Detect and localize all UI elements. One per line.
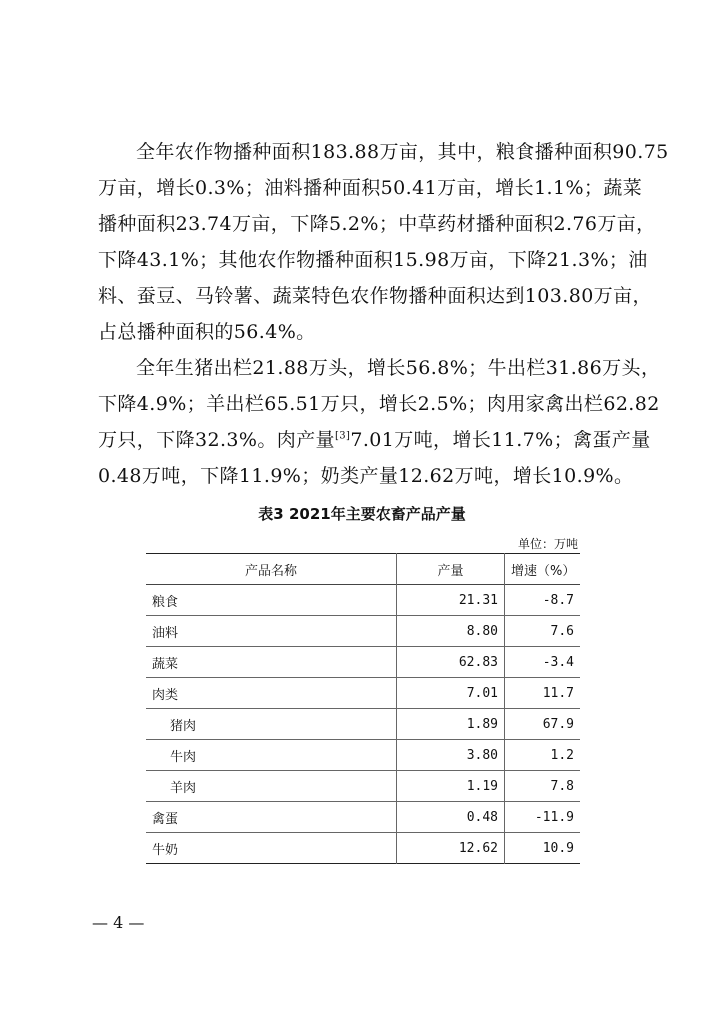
table-caption: 表3 2021年主要农畜产品产量 — [258, 505, 466, 523]
text-line: 料、蚕豆、马铃薯、蔬菜特色农作物播种面积达到103.80万亩， — [98, 285, 652, 307]
paragraph-livestock — [98, 350, 661, 494]
cell-name: 牛奶 — [146, 833, 397, 864]
table-row — [146, 709, 580, 740]
cell-name: 肉类 — [146, 678, 397, 709]
cell-growth: 67.9 — [542, 716, 574, 732]
cell-name: 油料 — [146, 616, 397, 647]
cell-output: 7.01 — [397, 678, 505, 709]
cell-growth: 7.6 — [550, 623, 574, 639]
cell-name: 牛肉 — [146, 740, 397, 771]
text-line: 下降4.9%；羊出栏65.51万只，增长2.5%；肉用家禽出栏62.82 — [98, 393, 660, 415]
paragraph-crop-area — [98, 134, 669, 350]
cell-name: 蔬菜 — [146, 647, 397, 678]
cell-growth: -3.4 — [542, 654, 574, 670]
cell-name: 禽蛋 — [146, 802, 397, 833]
agri-products-table — [146, 553, 580, 864]
cell-output: 21.31 — [397, 585, 505, 616]
table-row — [146, 740, 580, 771]
cell-output: 12.62 — [397, 833, 505, 864]
cell-output: 0.48 — [397, 802, 505, 833]
cell-output: 8.80 — [397, 616, 505, 647]
text-segment: 万只，下降32.3%。肉产量 — [98, 429, 335, 451]
cell-name: 猪肉 — [146, 709, 397, 740]
cell-output: 1.19 — [397, 771, 505, 802]
cell-growth: -8.7 — [542, 592, 574, 608]
cell-output: 62.83 — [397, 647, 505, 678]
table-row — [146, 585, 580, 616]
page-number: — 4 — — [92, 913, 145, 932]
table-row — [146, 616, 580, 647]
table-row — [146, 647, 580, 678]
text-segment: 7.01万吨，增长11.7%；禽蛋产量 — [350, 429, 651, 451]
text-line: 下降43.1%；其他农作物播种面积15.98万亩，下降21.3%；油 — [98, 249, 648, 271]
table-header-row — [146, 554, 580, 585]
text-line: 全年农作物播种面积183.88万亩，其中，粮食播种面积90.75 — [136, 141, 669, 163]
header-product-name: 产品名称 — [146, 554, 397, 585]
cell-growth: 7.8 — [550, 778, 574, 794]
table-row — [146, 833, 580, 864]
table-row — [146, 771, 580, 802]
text-line: 0.48万吨，下降11.9%；奶类产量12.62万吨，增长10.9%。 — [98, 465, 634, 487]
cell-growth: 1.2 — [550, 747, 574, 763]
table-row — [146, 678, 580, 709]
text-line: 播种面积23.74万亩，下降5.2%；中草药材播种面积2.76万亩， — [98, 213, 656, 235]
cell-growth: 11.7 — [542, 685, 574, 701]
table-unit: 单位：万吨 — [517, 537, 578, 551]
cell-output: 1.89 — [397, 709, 505, 740]
text-line: 占总播种面积的56.4%。 — [98, 321, 316, 343]
table-row — [146, 802, 580, 833]
cell-growth: -11.9 — [534, 809, 574, 825]
header-growth: 增速（%） — [511, 563, 576, 579]
footnote-marker[interactable]: [3] — [334, 430, 351, 442]
text-line: 万亩，增长0.3%；油料播种面积50.41万亩，增长1.1%；蔬菜 — [98, 177, 643, 199]
header-output: 产量 — [397, 554, 505, 585]
text-line: 全年生猪出栏21.88万头，增长56.8%；牛出栏31.86万头， — [136, 357, 661, 379]
cell-name: 羊肉 — [146, 771, 397, 802]
cell-name: 粮食 — [146, 585, 397, 616]
text-line — [98, 422, 651, 458]
cell-output: 3.80 — [397, 740, 505, 771]
cell-growth: 10.9 — [542, 840, 574, 856]
